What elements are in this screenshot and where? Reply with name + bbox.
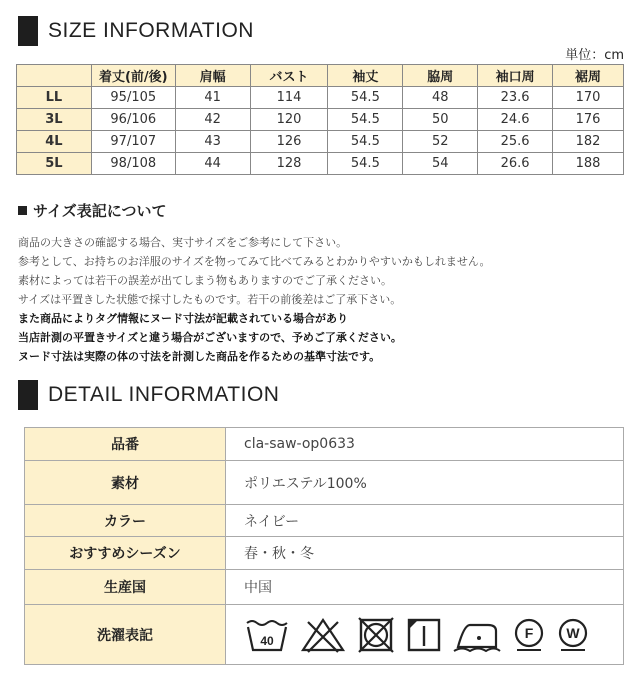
wet-clean-w-icon xyxy=(556,617,590,653)
care-symbols-cell xyxy=(226,605,624,665)
size-header-cell: 裾周 xyxy=(553,65,624,87)
note-bold-line: また商品によりタグ情報にヌード寸法が記載されている場合があり xyxy=(18,312,348,325)
detail-value: cla-saw-op0633 xyxy=(226,428,624,461)
table-row xyxy=(17,131,624,153)
detail-label: 洗濯表記 xyxy=(25,605,226,665)
size-header-cell: 袖口周 xyxy=(478,65,553,87)
detail-label: カラー xyxy=(25,505,226,537)
table-cell: 54.5 xyxy=(328,87,403,109)
table-row xyxy=(17,109,624,131)
table-cell: 97/107 xyxy=(91,131,175,153)
table-cell: 54.5 xyxy=(328,109,403,131)
table-cell: 128 xyxy=(250,153,328,175)
detail-row xyxy=(25,570,624,605)
detail-value: 中国 xyxy=(226,570,624,605)
size-label: 3L xyxy=(17,109,92,131)
size-header-cell xyxy=(17,65,92,87)
detail-value: 春・秋・冬 xyxy=(226,537,624,570)
table-cell: 52 xyxy=(403,131,478,153)
detail-row xyxy=(25,461,624,505)
size-header-cell: 着丈(前/後) xyxy=(91,65,175,87)
table-cell: 23.6 xyxy=(478,87,553,109)
size-header-cell: 袖丈 xyxy=(328,65,403,87)
no-tumble-dry-icon xyxy=(356,617,396,653)
care-icon-text: F xyxy=(524,624,534,641)
table-cell: 24.6 xyxy=(478,109,553,131)
note-bold-line: ヌード寸法は実際の体の寸法を計測した商品を作るための基準寸法です。 xyxy=(18,350,381,363)
note-line: サイズは平置きした状態で採寸したものです。若干の前後差はご了承下さい。 xyxy=(18,293,402,306)
table-cell: 25.6 xyxy=(478,131,553,153)
note-bold-line: 当店計測の平置きサイズと違う場合がございますので、予めご了承ください。 xyxy=(18,331,402,344)
size-header-cell: 肩幅 xyxy=(175,65,250,87)
table-cell: 54.5 xyxy=(328,131,403,153)
table-cell: 54.5 xyxy=(328,153,403,175)
table-cell: 114 xyxy=(250,87,328,109)
table-cell: 120 xyxy=(250,109,328,131)
table-cell: 54 xyxy=(403,153,478,175)
low-iron-with-cloth-icon xyxy=(452,617,502,653)
size-section-title xyxy=(18,16,254,46)
detail-label: 品番 xyxy=(25,428,226,461)
detail-section-title xyxy=(18,380,279,410)
table-cell: 43 xyxy=(175,131,250,153)
table-cell: 170 xyxy=(553,87,624,109)
table-cell: 126 xyxy=(250,131,328,153)
note-line: 参考として、お持ちのお洋服のサイズを物ってみて比べてみるとわかりやすいかもしれません。 xyxy=(18,255,491,268)
detail-row xyxy=(25,505,624,537)
size-header-cell: バスト xyxy=(250,65,328,87)
size-header-cell: 脇周 xyxy=(403,65,478,87)
title-bar xyxy=(18,16,38,46)
table-cell: 98/108 xyxy=(91,153,175,175)
table-cell: 176 xyxy=(553,109,624,131)
note-line: 商品の大きさの確認する場合、実寸サイズをご参考にして下さい。 xyxy=(18,236,348,249)
size-label: 5L xyxy=(17,153,92,175)
table-cell: 26.6 xyxy=(478,153,553,175)
care-icon-text: W xyxy=(566,624,580,641)
detail-value: ネイビー xyxy=(226,505,624,537)
wash-40-icon xyxy=(244,617,290,653)
size-title-text: SIZE INFORMATION xyxy=(48,19,254,42)
table-cell: 182 xyxy=(553,131,624,153)
size-header-row xyxy=(17,65,624,87)
no-bleach-icon xyxy=(300,617,346,653)
size-notes-heading xyxy=(18,200,628,221)
table-cell: 42 xyxy=(175,109,250,131)
detail-title-text: DETAIL INFORMATION xyxy=(48,383,280,406)
table-cell: 44 xyxy=(175,153,250,175)
table-cell: 95/105 xyxy=(91,87,175,109)
size-label: 4L xyxy=(17,131,92,153)
dry-clean-f-icon xyxy=(512,617,546,653)
table-row xyxy=(17,153,624,175)
care-symbols xyxy=(244,617,623,653)
table-cell: 48 xyxy=(403,87,478,109)
table-cell: 41 xyxy=(175,87,250,109)
table-cell: 188 xyxy=(553,153,624,175)
detail-row xyxy=(25,605,624,665)
unit-label: 単位：cm xyxy=(565,48,624,63)
size-label: LL xyxy=(17,87,92,109)
table-row xyxy=(17,87,624,109)
size-notes xyxy=(18,200,628,366)
note-line: 素材によっては若干の誤差が出てしまう物もありますのでご了承ください。 xyxy=(18,274,392,287)
line-dry-icon xyxy=(406,617,442,653)
title-bar xyxy=(18,380,38,410)
detail-value: ポリエステル100% xyxy=(226,461,624,505)
detail-row xyxy=(25,537,624,570)
detail-label: 素材 xyxy=(25,461,226,505)
table-cell: 96/106 xyxy=(91,109,175,131)
table-cell: 50 xyxy=(403,109,478,131)
detail-table xyxy=(24,427,624,665)
size-notes-heading-text: サイズ表記について xyxy=(33,202,167,220)
detail-label: 生産国 xyxy=(25,570,226,605)
care-icon-text: 40 xyxy=(260,633,274,648)
detail-row xyxy=(25,428,624,461)
square-bullet-icon xyxy=(18,206,27,215)
detail-label: おすすめシーズン xyxy=(25,537,226,570)
size-table xyxy=(16,64,624,175)
